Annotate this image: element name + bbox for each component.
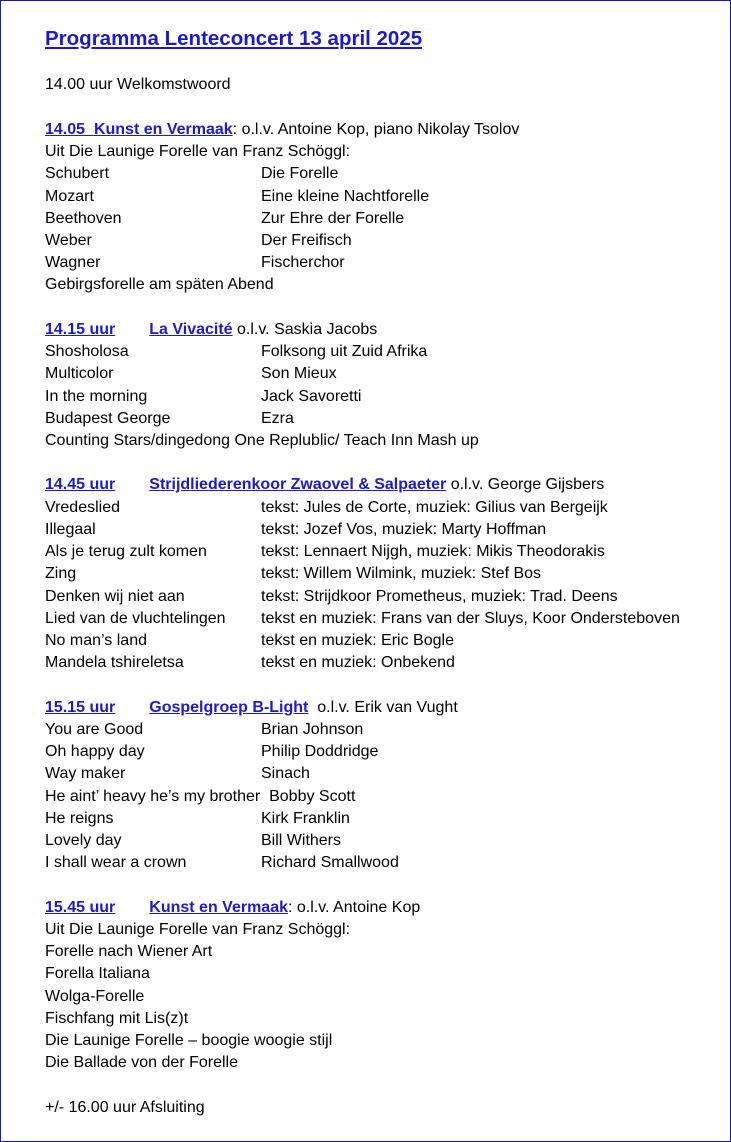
item-title: Schubert: [45, 165, 110, 182]
item-detail: Richard Smallwood: [261, 854, 399, 871]
list-item: Gebirgsforelle am späten Abend: [45, 276, 274, 293]
section-name-link[interactable]: La Vivacité: [149, 321, 233, 338]
list-item: [45, 831, 342, 851]
item-detail: Fischerchor: [261, 254, 345, 271]
section-gap: [85, 121, 94, 138]
item-title: Denken wij niet aan: [45, 588, 185, 605]
item-detail: Bill Withers: [261, 832, 342, 849]
item-title: He reigns: [45, 810, 114, 827]
welcome-line: 14.00 uur Welkomstwoord: [45, 76, 231, 93]
list-item: [45, 364, 337, 384]
item-title: Mandela tshireletsa: [45, 654, 184, 671]
section-name-link[interactable]: Kunst en Vermaak: [93, 121, 233, 138]
list-item: [45, 742, 379, 762]
section-time-link[interactable]: 15.45 uur: [45, 899, 116, 916]
item-detail: Der Freifisch: [261, 232, 352, 249]
list-item: [45, 787, 355, 807]
item-detail: tekst: Jules de Corte, muziek: Gilius van Bergeijk: [261, 499, 608, 516]
section-time-link[interactable]: 14.05: [45, 121, 86, 138]
section-conductor: o.l.v. Saskia Jacobs: [232, 321, 378, 338]
section-intro: Uit Die Launige Forelle van Franz Schöggl:: [45, 921, 351, 938]
page-title: Programma Lenteconcert 13 april 2025: [45, 27, 423, 50]
item-detail: tekst: Willem Wilmink, muziek: Stef Bos: [261, 565, 542, 582]
list-item: [45, 520, 547, 540]
section-conductor: o.l.v. George Gijsbers: [446, 476, 605, 493]
list-item: [45, 342, 428, 362]
list-item: [45, 853, 399, 873]
item-detail: tekst en muziek: Frans van der Sluys, Koor Ondersteboven: [261, 610, 680, 627]
section-time-link[interactable]: 14.45 uur: [45, 476, 116, 493]
section-header: [45, 475, 604, 495]
list-item: [45, 564, 542, 584]
closing-line: +/- 16.00 uur Afsluiting: [45, 1099, 205, 1116]
item-title: Lovely day: [45, 832, 122, 849]
list-item: Counting Stars/dingedong One Replublic/ Teach Inn Mash up: [45, 432, 479, 449]
item-title: Wagner: [45, 254, 101, 271]
item-detail: Son Mieux: [261, 365, 337, 382]
item-detail: Eine kleine Nachtforelle: [261, 188, 430, 205]
list-item: [45, 809, 350, 829]
list-item: [45, 498, 608, 518]
section-name-link[interactable]: Gospelgroep B-Light: [149, 699, 309, 716]
item-title: Zing: [45, 565, 77, 582]
list-item: [45, 231, 352, 251]
item-detail: Jack Savoretti: [261, 388, 362, 405]
item-title: In the morning: [45, 388, 148, 405]
list-item: [45, 209, 405, 229]
item-title: Way maker: [45, 765, 126, 782]
item-detail: tekst en muziek: Onbekend: [261, 654, 455, 671]
section-name-link[interactable]: Strijdliederenkoor Zwaovel & Salpaeter: [149, 476, 447, 493]
section-intro: Uit Die Launige Forelle van Franz Schöggl:: [45, 143, 351, 160]
list-item: [45, 764, 310, 784]
list-item: [45, 387, 362, 407]
list-item: Die Ballade von der Forelle: [45, 1054, 238, 1071]
list-item: Wolga-Forelle: [45, 988, 145, 1005]
section-header: [45, 898, 420, 918]
list-item: Forella Italiana: [45, 965, 150, 982]
list-item: [45, 187, 430, 207]
item-title: Beethoven: [45, 210, 122, 227]
list-item: [45, 653, 455, 673]
item-title: Oh happy day: [45, 743, 145, 760]
item-title: Als je terug zult komen: [45, 543, 207, 560]
section-time-link[interactable]: 15.15 uur: [45, 699, 116, 716]
item-detail: Folksong uit Zuid Afrika: [261, 343, 428, 360]
item-title: Budapest George: [45, 410, 171, 427]
list-item: [45, 409, 294, 429]
section-conductor: : o.l.v. Antoine Kop, piano Nikolay Tsolov: [232, 121, 520, 138]
item-detail: Brian Johnson: [261, 721, 364, 738]
list-item: [45, 164, 339, 184]
item-detail: Philip Doddridge: [261, 743, 379, 760]
list-item: Fischfang mit Lis(z)t: [45, 1010, 189, 1027]
list-item: Forelle nach Wiener Art: [45, 943, 213, 960]
item-title: I shall wear a crown: [45, 854, 187, 871]
list-item: [45, 609, 680, 629]
section-name-link[interactable]: Kunst en Vermaak: [149, 899, 288, 916]
item-detail: tekst: Lennaert Nijgh, muziek: Mikis Theodorakis: [261, 543, 605, 560]
item-detail: Kirk Franklin: [261, 810, 350, 827]
list-item: Die Launige Forelle – boogie woogie stijl: [45, 1032, 333, 1049]
item-detail: Ezra: [261, 410, 294, 427]
list-item: [45, 631, 454, 651]
item-detail: tekst: Jozef Vos, muziek: Marty Hoffman: [261, 521, 547, 538]
item-title: You are Good: [45, 721, 144, 738]
item-title: Lied van de vluchtelingen: [45, 610, 226, 627]
item-title: Illegaal: [45, 521, 96, 538]
section-conductor: : o.l.v. Antoine Kop: [288, 899, 421, 916]
section-header: [45, 698, 458, 718]
item-detail: Die Forelle: [261, 165, 339, 182]
item-title: No man’s land: [45, 632, 147, 649]
item-title: Mozart: [45, 188, 94, 205]
item-title: Shosholosa: [45, 343, 129, 360]
list-item: [45, 587, 618, 607]
list-item: [45, 720, 364, 740]
item-detail: Zur Ehre der Forelle: [261, 210, 405, 227]
item-detail: tekst: Strijdkoor Prometheus, muziek: Trad. Deens: [261, 588, 618, 605]
list-item: [45, 253, 345, 273]
item-title: Weber: [45, 232, 92, 249]
section-header: [45, 320, 377, 340]
item-detail: tekst en muziek: Eric Bogle: [261, 632, 454, 649]
item-detail: Sinach: [261, 765, 310, 782]
list-item: [45, 542, 605, 562]
item-title: Vredeslied: [45, 499, 121, 516]
item-title: He aint’ heavy he’s my brother Bobby Scott: [45, 788, 356, 805]
section-time-link[interactable]: 14.15 uur: [45, 321, 116, 338]
item-title: Multicolor: [45, 365, 114, 382]
section-conductor: o.l.v. Erik van Vught: [308, 699, 458, 716]
section-header: [45, 120, 519, 140]
